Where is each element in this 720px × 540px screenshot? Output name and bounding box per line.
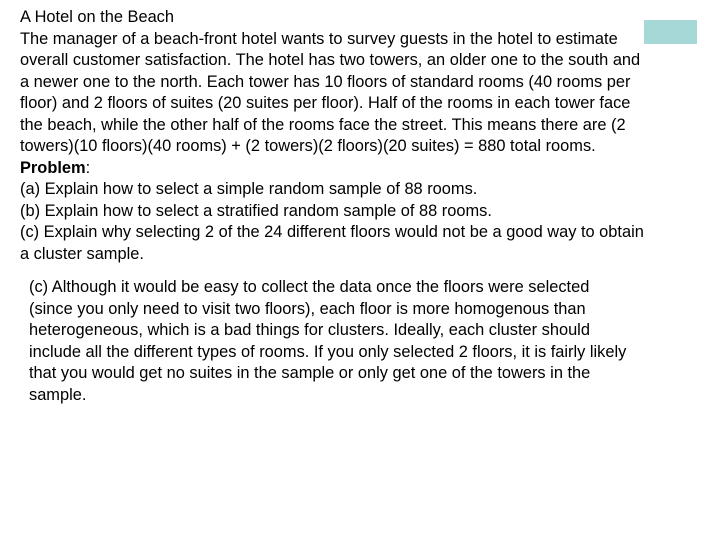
body-line: towers)(10 floors)(40 rooms) + (2 towers)(2 floors)(20 suites) = 880 total rooms.	[20, 137, 596, 155]
answer-line: (c) Although it would be easy to collect the data once the floors were selected	[29, 278, 590, 296]
question-c: (c) Explain why selecting 2 of the 24 different floors would not be a good way to obtain	[20, 223, 644, 241]
answer-line: sample.	[29, 385, 87, 404]
question-c-continued: a cluster sample.	[20, 244, 144, 263]
problem-statement	[20, 7, 712, 265]
body-line: a newer one to the north. Each tower has 10 floors of standard rooms (40 rooms per	[20, 72, 631, 91]
answer-line: (since you only need to visit two floors), each floor is more homogenous than	[29, 299, 586, 318]
body-line: The manager of a beach-front hotel wants to survey guests in the hotel to estimate	[20, 29, 618, 48]
problem-colon: :	[85, 158, 91, 177]
answer-line: that you would get no suites in the sample or only get one of the towers in the	[29, 364, 591, 382]
body-line: overall customer satisfaction. The hotel has two towers, an older one to the south and	[20, 51, 641, 69]
slide-title: A Hotel on the Beach	[20, 8, 174, 26]
question-a: (a) Explain how to select a simple random sample of 88 rooms.	[20, 180, 478, 198]
problem-heading	[20, 158, 712, 180]
problem-label: Problem	[20, 158, 86, 177]
answer-line: heterogeneous, which is a bad things for clusters. Ideally, each cluster should	[29, 321, 590, 339]
body-line: floor) and 2 floors of suites (20 suites per floor). Half of the rooms in each tower face	[20, 94, 631, 112]
answer-line: include all the different types of rooms. If you only selected 2 floors, it is fairly likely	[29, 342, 627, 361]
answer-text	[29, 277, 709, 406]
body-line: the beach, while the other half of the rooms face the street. This means there are (2	[20, 115, 626, 134]
question-b: (b) Explain how to select a stratified random sample of 88 rooms.	[20, 201, 492, 220]
